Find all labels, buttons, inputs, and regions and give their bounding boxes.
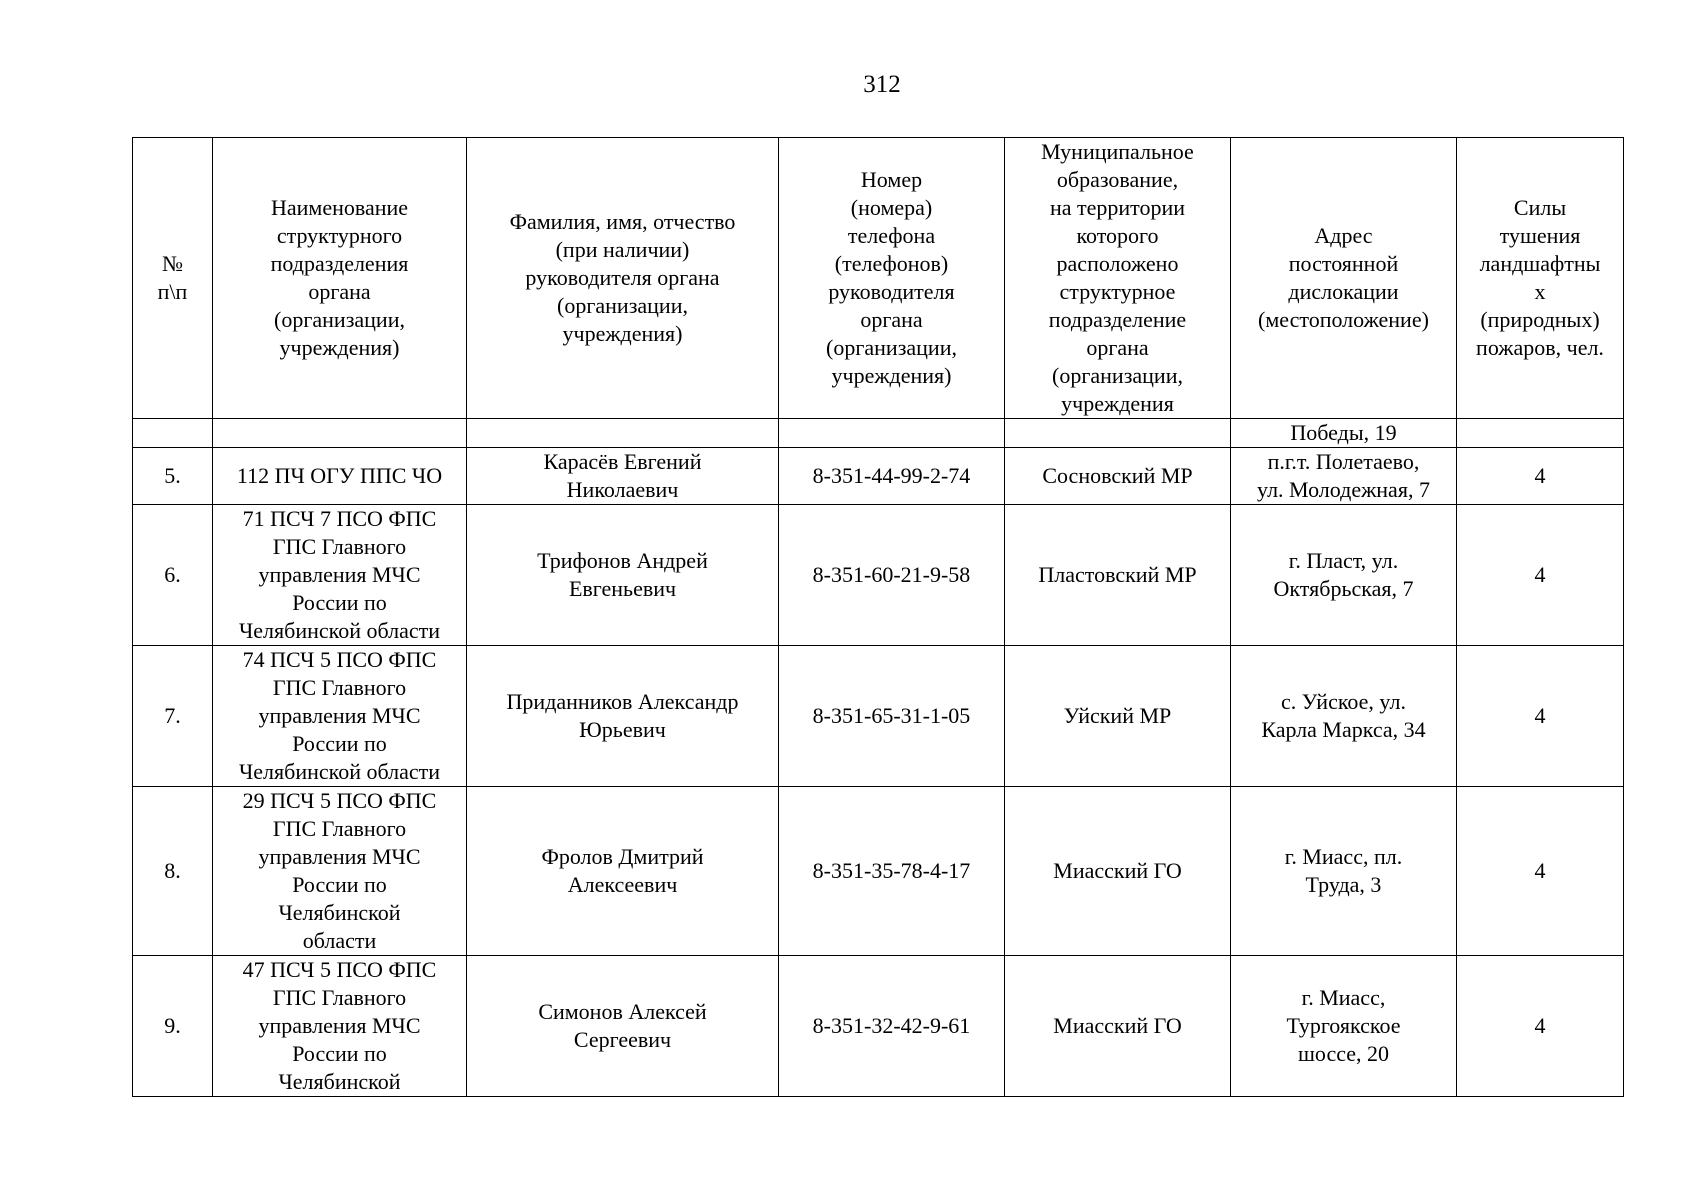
- header-unit-name: Наименование структурного подразделения органа (организации, учреждения): [213, 138, 467, 419]
- cell-empty: [213, 419, 467, 448]
- cell-phone: 8-351-32-42-9-61: [779, 956, 1005, 1097]
- cell-phone: 8-351-35-78-4-17: [779, 787, 1005, 956]
- cell-empty: [467, 419, 779, 448]
- cell-empty: [779, 419, 1005, 448]
- cell-municipality: Сосновский МР: [1005, 448, 1231, 505]
- cell-head: Приданников Александр Юрьевич: [467, 646, 779, 787]
- cell-address: Победы, 19: [1231, 419, 1457, 448]
- cell-phone: 8-351-60-21-9-58: [779, 505, 1005, 646]
- table-row: [133, 448, 1624, 505]
- table-row: [133, 956, 1624, 1097]
- cell-municipality: Миасский ГО: [1005, 956, 1231, 1097]
- table-row: [133, 787, 1624, 956]
- cell-head: Симонов Алексей Сергеевич: [467, 956, 779, 1097]
- cell-address: г. Миасс, пл. Труда, 3: [1231, 787, 1457, 956]
- cell-head: Трифонов Андрей Евгеньевич: [467, 505, 779, 646]
- cell-unit: 112 ПЧ ОГУ ППС ЧО: [213, 448, 467, 505]
- cell-forces: 4: [1457, 646, 1624, 787]
- header-phone: Номер (номера) телефона (телефонов) руководителя органа (организации, учреждения): [779, 138, 1005, 419]
- cell-empty: [133, 419, 213, 448]
- cell-forces: 4: [1457, 956, 1624, 1097]
- cell-unit: 74 ПСЧ 5 ПСО ФПС ГПС Главного управления МЧС России по Челябинской области: [213, 646, 467, 787]
- cell-address: г. Пласт, ул. Октябрьская, 7: [1231, 505, 1457, 646]
- cell-number: 8.: [133, 787, 213, 956]
- cell-number: 9.: [133, 956, 213, 1097]
- cell-municipality: Уйский МР: [1005, 646, 1231, 787]
- header-forces: Силы тушения ландшафтны х (природных) пожаров, чел.: [1457, 138, 1624, 419]
- cell-number: 6.: [133, 505, 213, 646]
- header-number: № п\п: [133, 138, 213, 419]
- cell-municipality: Миасский ГО: [1005, 787, 1231, 956]
- table-row: [133, 646, 1624, 787]
- cell-address: п.г.т. Полетаево, ул. Молодежная, 7: [1231, 448, 1457, 505]
- table-row: [133, 505, 1624, 646]
- cell-empty: [1457, 419, 1624, 448]
- cell-forces: 4: [1457, 787, 1624, 956]
- cell-number: 7.: [133, 646, 213, 787]
- cell-address: г. Миасс, Тургоякское шоссе, 20: [1231, 956, 1457, 1097]
- cell-head: Карасёв Евгений Николаевич: [467, 448, 779, 505]
- cell-unit: 71 ПСЧ 7 ПСО ФПС ГПС Главного управления МЧС России по Челябинской области: [213, 505, 467, 646]
- cell-phone: 8-351-44-99-2-74: [779, 448, 1005, 505]
- cell-forces: 4: [1457, 505, 1624, 646]
- table-row-continuation: [133, 419, 1624, 448]
- cell-municipality: Пластовский МР: [1005, 505, 1231, 646]
- cell-address: с. Уйское, ул. Карла Маркса, 34: [1231, 646, 1457, 787]
- cell-forces: 4: [1457, 448, 1624, 505]
- header-address: Адрес постоянной дислокации (местоположение): [1231, 138, 1457, 419]
- page-number: 312: [863, 71, 901, 98]
- header-municipality: Муниципальное образование, на территории которого расположено структурное подразделение органа (организации, учреждения: [1005, 138, 1231, 419]
- header-head-name: Фамилия, имя, отчество (при наличии) руководителя органа (организации, учреждения): [467, 138, 779, 419]
- cell-head: Фролов Дмитрий Алексеевич: [467, 787, 779, 956]
- cell-phone: 8-351-65-31-1-05: [779, 646, 1005, 787]
- cell-unit: 29 ПСЧ 5 ПСО ФПС ГПС Главного управления МЧС России по Челябинской области: [213, 787, 467, 956]
- cell-empty: [1005, 419, 1231, 448]
- fire-units-table: [132, 137, 1624, 1097]
- cell-unit: 47 ПСЧ 5 ПСО ФПС ГПС Главного управления МЧС России по Челябинской: [213, 956, 467, 1097]
- cell-number: 5.: [133, 448, 213, 505]
- table-header-row: [133, 138, 1624, 419]
